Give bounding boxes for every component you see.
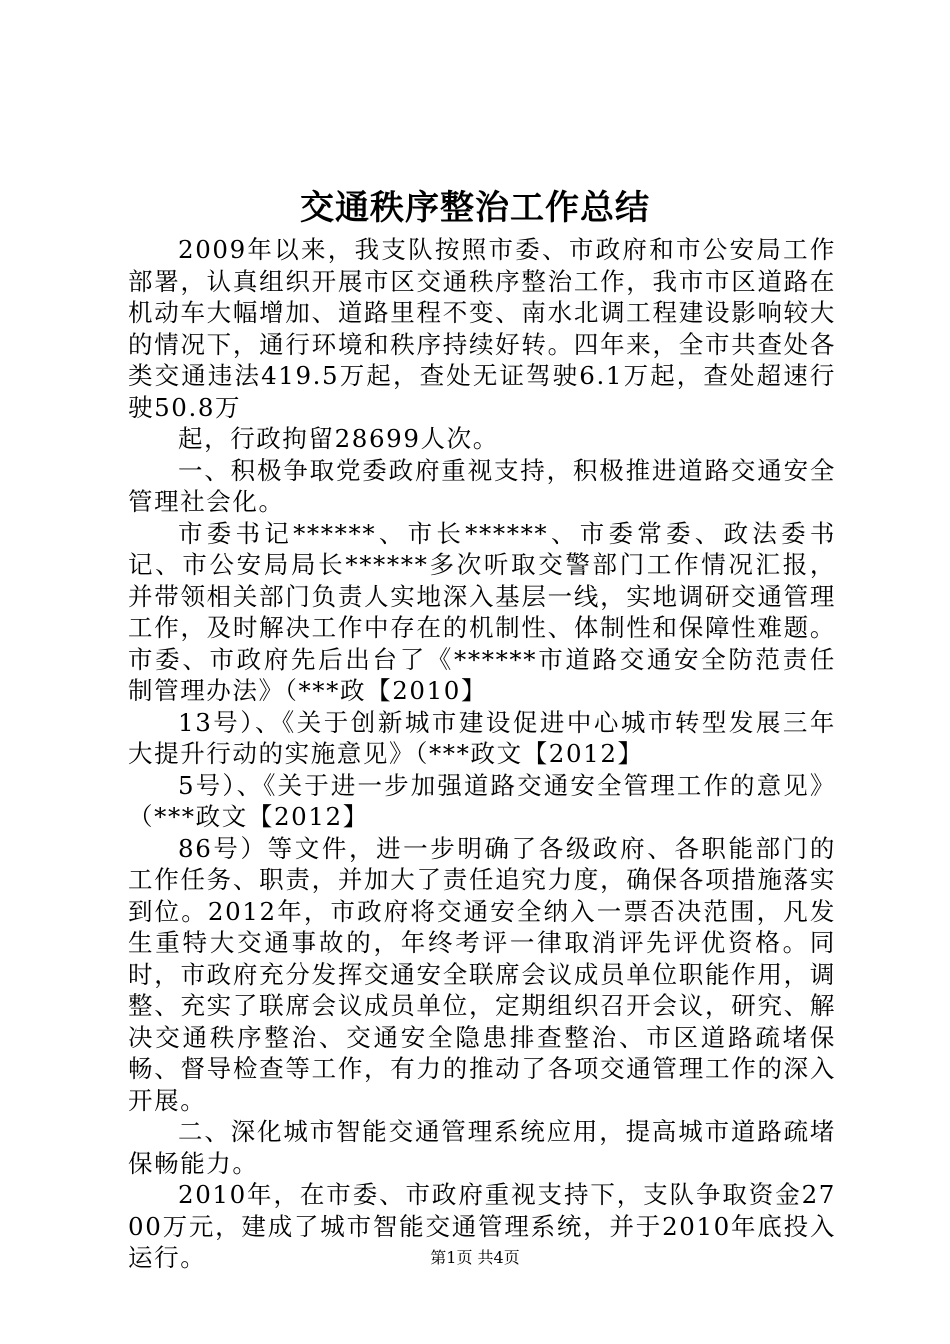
paragraph-section-1: 市委书记******、市长******、市委常委、政法委书记、市公安局局长******多次听取交警部门工作情况汇报，并带领相关部门负责人实地深入基层一线，实地调研交通管理工作，及时解决工作中存在的机制性、体制性和保障性难题。市委、市政府先后出台了《******市道路交通安全防范责任制管理办法》（***政【2010】 (128, 518, 836, 705)
paragraph-intro-cont: 起，行政拘留28699人次。 (178, 424, 499, 453)
paragraph-intro: 2009年以来，我支队按照市委、市政府和市公安局工作部署，认真组织开展市区交通秩序整治工作，我市市区道路在机动车大幅增加、道路里程不变、南水北调工程建设影响较大的情况下，通行环境和秩序持续好转。四年来，全市共查处各类交通违法419.5万起，查处无证驾驶6.1万起，查处超速行驶50.8万 (128, 235, 836, 422)
document-title: 交通秩序整治工作总结 (300, 188, 650, 228)
page-number: 第1页 共4页 (430, 1248, 520, 1267)
document-body (128, 234, 836, 1274)
paragraph-section-1-doc2: 13号）、《关于创新城市建设促进中心城市转型发展三年大提升行动的实施意见》（***政文【2012】 (128, 707, 836, 768)
section-heading-2: 二、深化城市智能交通管理系统应用，提高城市道路疏堵保畅能力。 (128, 1117, 836, 1178)
paragraph-section-2: 2010年，在市委、市政府重视支持下，支队争取资金2700万元，建成了城市智能交通管理系统，并于2010年底投入运行。 (128, 1180, 836, 1272)
section-heading-1: 一、积极争取党委政府重视支持，积极推进道路交通安全管理社会化。 (128, 455, 836, 516)
paragraph-section-1-cont: 86号）等文件，进一步明确了各级政府、各职能部门的工作任务、职责，并加大了责任追究力度，确保各项措施落实到位。2012年，市政府将交通安全纳入一票否决范围，凡发生重特大交通事故的，年终考评一律取消评先评优资格。同时，市政府充分发挥交通安全联席会议成员单位职能作用，调整、充实了联席会议成员单位，定期组织召开会议，研究、解决交通秩序整治、交通安全隐患排查整治、市区道路疏堵保畅、督导检查等工作，有力的推动了各项交通管理工作的深入开展。 (128, 833, 836, 1115)
paragraph-section-1-doc3: 5号）、《关于进一步加强道路交通安全管理工作的意见》（***政文【2012】 (128, 770, 836, 831)
